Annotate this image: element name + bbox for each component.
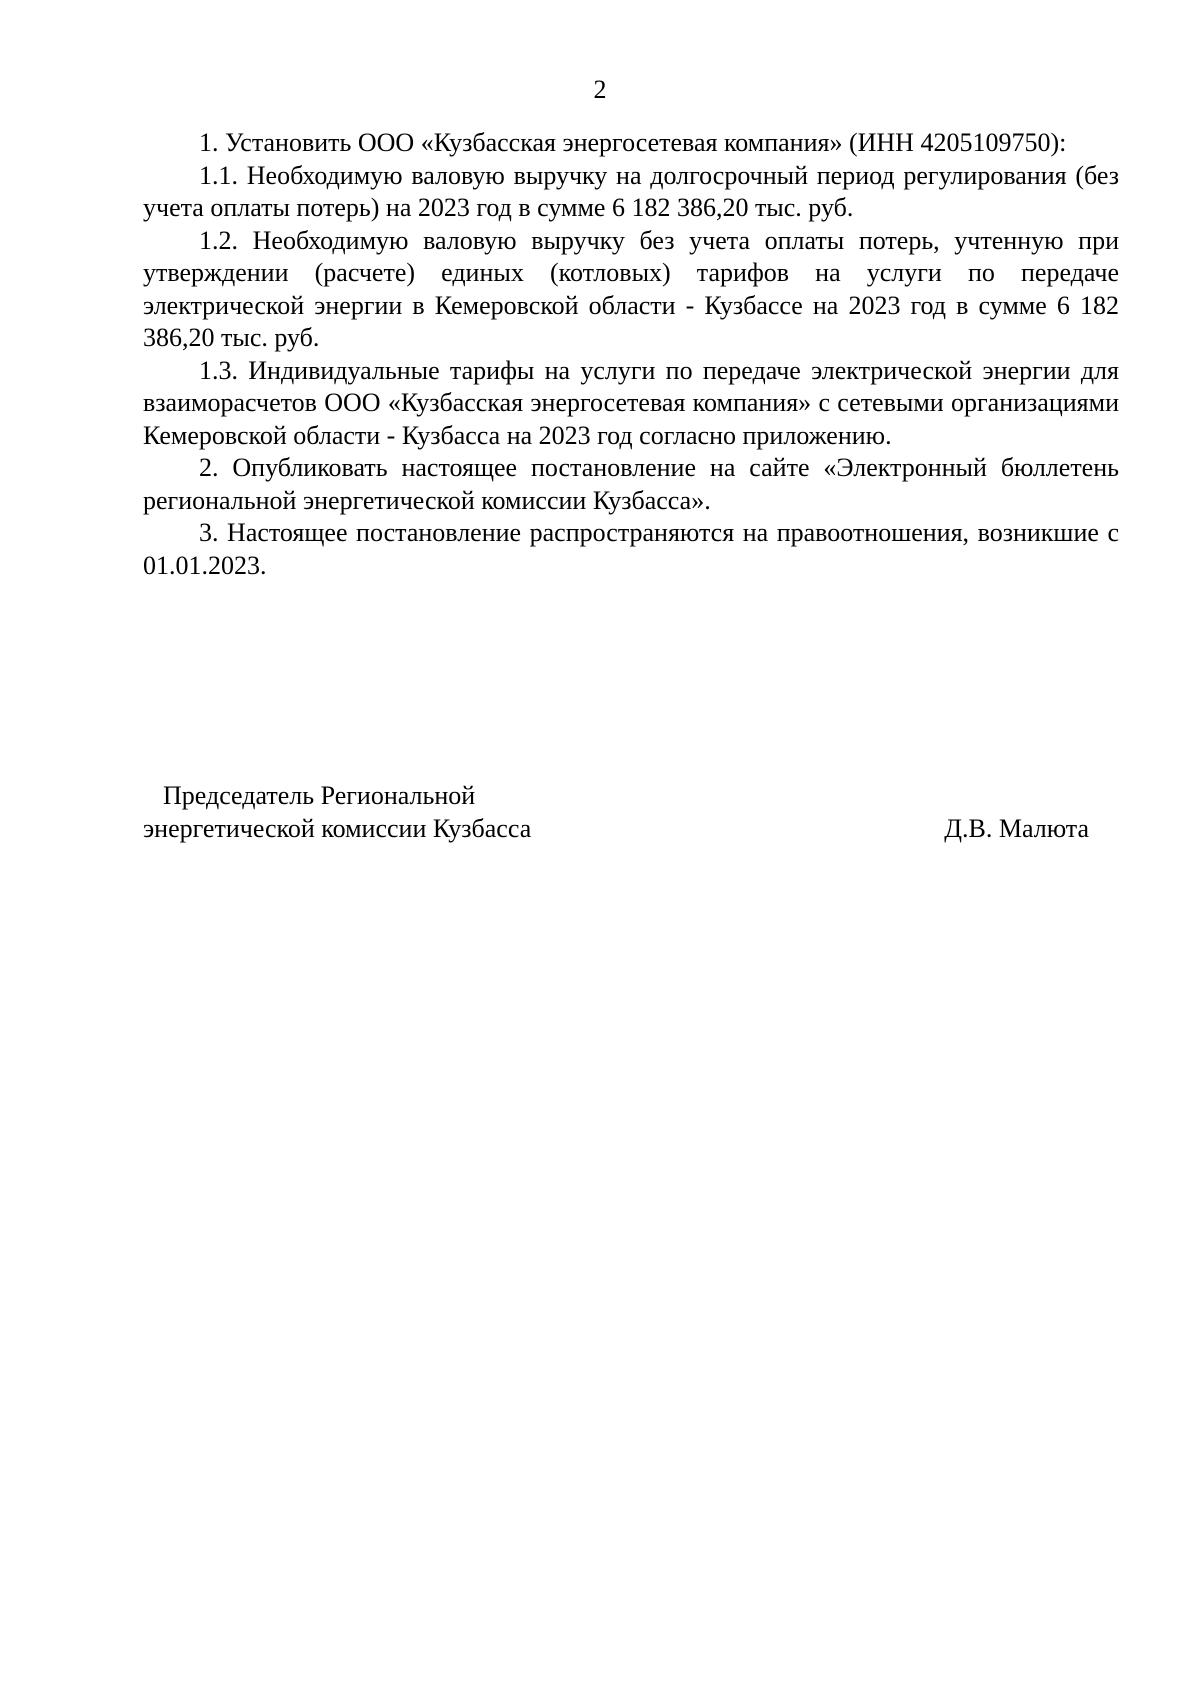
signatory-row (143, 812, 1119, 845)
paragraph-1-1: 1.1. Необходимую валовую выручку на долгосрочный период регулирования (без учета оплаты потерь) на 2023 год в сумме 6 182 386,20 тыс. руб. (143, 160, 1119, 222)
paragraph-1: 1. Установить ООО «Кузбасская энергосетевая компания» (ИНН 4205109750): (199, 128, 1067, 157)
paragraph-1-3: 1.3. Индивидуальные тарифы на услуги по передаче электрической энергии для взаиморасчетов ООО «Кузбасская энергосетевая компания» с сетевыми организациями Кемеровской области - Кузбасса на 2023 год согласно приложению. (143, 355, 1119, 450)
document-body (143, 127, 1119, 582)
signatory-name: Д.В. Малюта (944, 814, 1089, 843)
page-number: 2 (593, 75, 607, 104)
paragraph-1-2: 1.2. Необходимую валовую выручку без учета оплаты потерь, учтенную при утверждении (расчете) единых (котловых) тарифов на услуги по передаче электрической энергии в Кемеровской области - Кузбассе на 2023 год в сумме 6 182 386,20 тыс. руб. (143, 225, 1119, 352)
paragraph-3: 3. Настоящее постановление распространяются на правоотношения, возникшие с 01.01.2023. (143, 518, 1119, 580)
signatory-position-line1: Председатель Региональной (163, 781, 476, 810)
signatory-position-line2: энергетической комиссии Кузбасса (143, 814, 532, 843)
paragraph-2: 2. Опубликовать настоящее постановление на сайте «Электронный бюллетень региональной энергетической комиссии Кузбасса». (143, 453, 1119, 515)
signature-block (143, 779, 1119, 845)
